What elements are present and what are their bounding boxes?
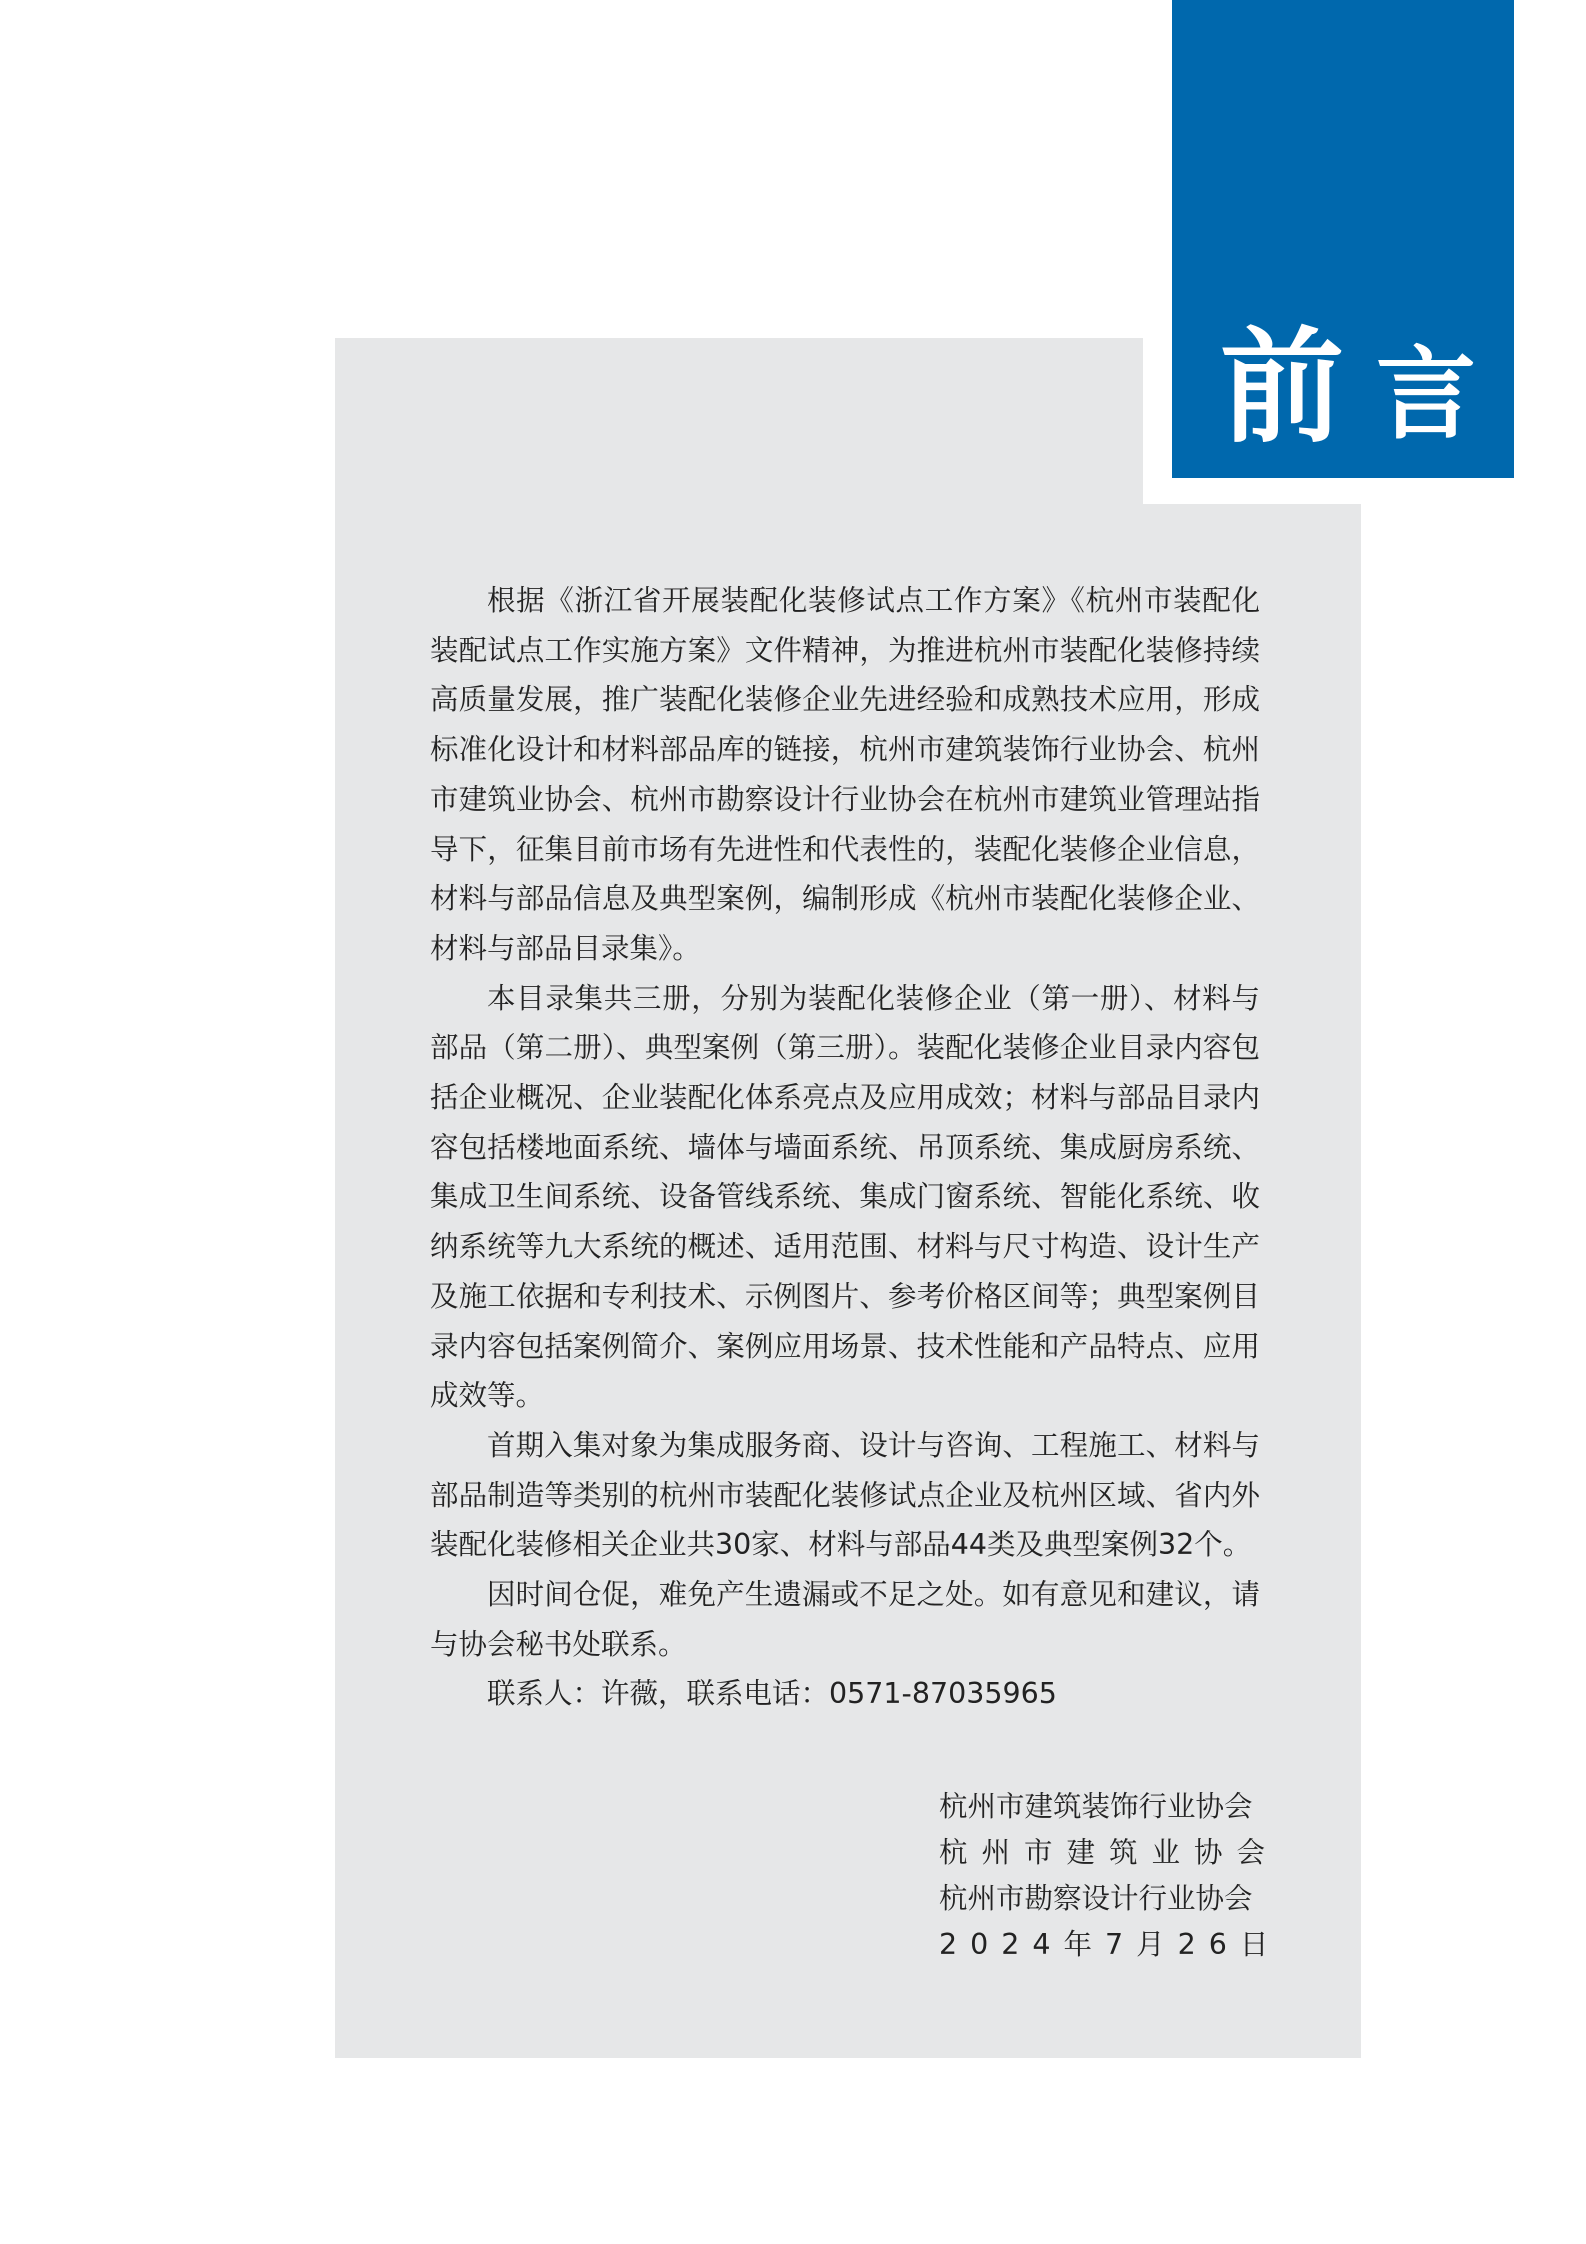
signature-org-survey-design: 杭州市勘察设计行业协会 <box>939 1882 1253 1915</box>
preface-body <box>430 576 1260 1719</box>
signature-org-decoration: 杭州市建筑装饰行业协会 <box>939 1790 1253 1823</box>
page-title <box>1210 318 1510 458</box>
page-title-char-1: 前 <box>1220 316 1345 460</box>
signature-date: 2024年7月26日 <box>939 1928 1282 1961</box>
page-title-char-2: 言 <box>1376 336 1476 453</box>
signature-block <box>939 1784 1282 1968</box>
signature-org-construction: 杭州市建筑业协会 <box>939 1836 1280 1869</box>
paragraph-contact: 联系人：许薇，联系电话：0571-87035965 <box>487 1677 1057 1711</box>
paragraph-background: 根据《浙江省开展装配化装修试点工作方案》《杭州市装配化装配试点工作实施方案》文件精神，为推进杭州市装配化装修持续高质量发展，推广装配化装修企业先进经验和成熟技术应用，形成标准化设计和材料部品库的链接，杭州市建筑装饰行业协会、杭州市建筑业协会、杭州市勘察设计行业协会在杭州市建筑业管理站指导下，征集目前市场有先进性和代表性的，装配化装修企业信息，材料与部品信息及典型案例，编制形成《杭州市装配化装修企业、材料与部品目录集》。 <box>430 584 1260 965</box>
paragraph-scope: 首期入集对象为集成服务商、设计与咨询、工程施工、材料与部品制造等类别的杭州市装配化装修试点企业及杭州区域、省内外装配化装修相关企业共30家、材料与部品44类及典型案例32个。 <box>430 1428 1260 1562</box>
paragraph-volumes: 本目录集共三册，分别为装配化装修企业（第一册）、材料与部品（第二册）、典型案例（第三册）。装配化装修企业目录内容包括企业概况、企业装配化体系亮点及应用成效；材料与部品目录内容包括楼地面系统、墙体与墙面系统、吊顶系统、集成厨房系统、集成卫生间系统、设备管线系统、集成门窗系统、智能化系统、收纳系统等九大系统的概述、适用范围、材料与尺寸构造、设计生产及施工依据和专利技术、示例图片、参考价格区间等；典型案例目录内容包括案例简介、案例应用场景、技术性能和产品特点、应用成效等。 <box>430 981 1260 1413</box>
paragraph-feedback: 因时间仓促，难免产生遗漏或不足之处。如有意见和建议，请与协会秘书处联系。 <box>430 1578 1260 1661</box>
